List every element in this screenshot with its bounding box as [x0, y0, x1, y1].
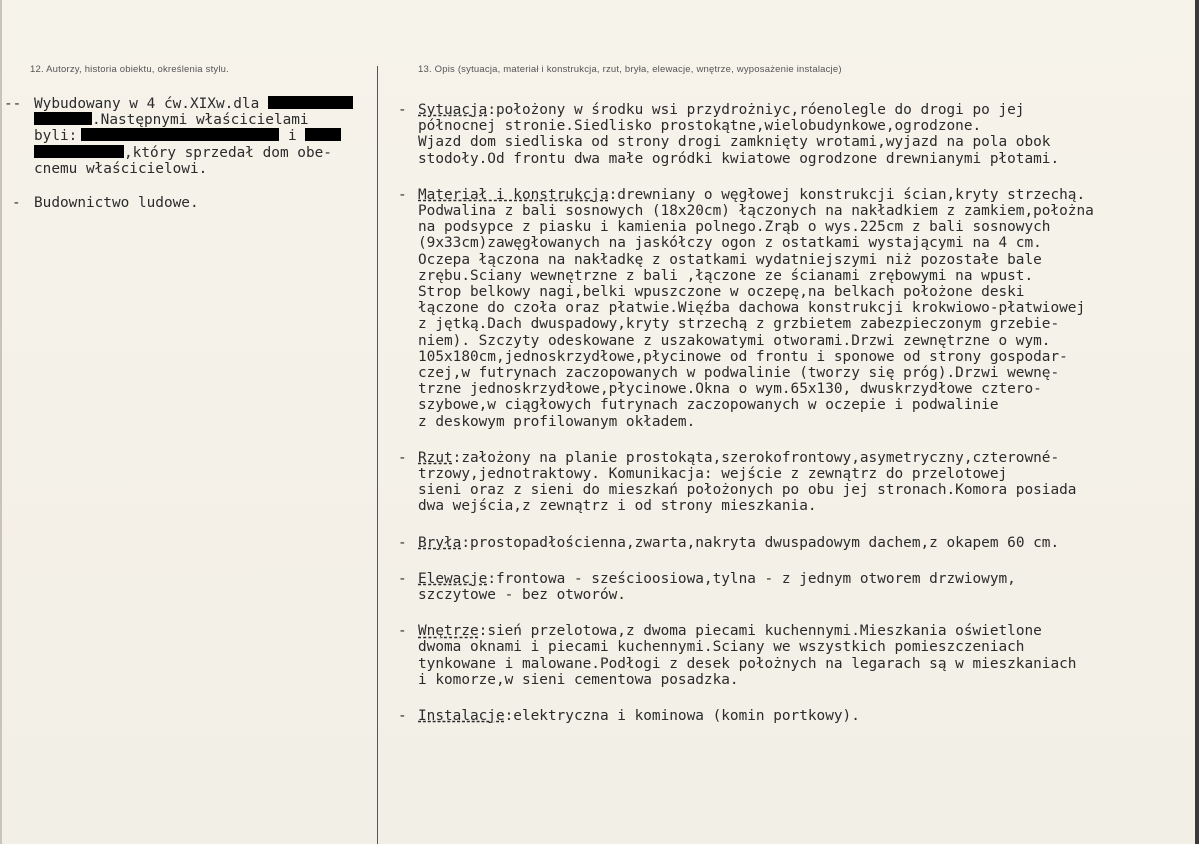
text-line: dwoma oknami i piecami kuchennymi.Sciany we wszystkich pomieszczeniach: [418, 639, 1025, 656]
text-line: [418, 450, 1178, 466]
section-rzut: [398, 450, 1178, 515]
history-entry: [4, 96, 374, 177]
section-heading: Instalacje: [418, 708, 505, 725]
text-fragment: :elektryczna i kominowa (komin portkowy).: [504, 708, 860, 725]
text-line: na podsypce z piasku i kamienia polnego.Zrąb o wys.225cm z bali sosnowych: [418, 219, 1051, 236]
text-line: [34, 112, 374, 128]
text-line: [418, 623, 1178, 639]
text-line: Strop belkowy nagi,belki wpuszczone w oczepę,na belkach położone deski: [418, 284, 1025, 301]
text-line: Wjazd dom siedliska od strony drogi zamknięty wrotami,wyjazd na pola obok: [418, 134, 1051, 151]
text-fragment: i: [288, 128, 297, 145]
description-column: [398, 102, 1178, 724]
page-edge-left: [0, 0, 2, 844]
text-line: 105x180cm,jednoskrzydłowe,płycinowe od frontu i sponowe od strony gospodar-: [418, 348, 1068, 365]
redaction-bar: [34, 112, 92, 125]
section-elewacje: [398, 571, 1178, 603]
section-heading: Materiał i konstrukcja: [418, 186, 609, 203]
text-line: trzne jednoskrzydłowe,płycinowe.Okna o wym.65x130, dwuskrzydłowe cztero-: [418, 381, 1042, 398]
section-12-header: 12. Autorzy, historia obiektu, określenia stylu.: [30, 64, 229, 75]
text-fragment: byli:: [34, 128, 78, 145]
page-edge-right: [1195, 0, 1199, 844]
text-line: stodoły.Od frontu dwa małe ogródki kwiatowe ogrodzone drewnianymi płotami.: [418, 150, 1060, 167]
text-fragment: :drewniany o węgłowej konstrukcji ścian,kryty strzechą.: [608, 186, 1086, 203]
text-line: szczytowe - bez otworów.: [418, 587, 626, 604]
section-heading: Wnętrze: [418, 623, 479, 640]
redaction-bar: [34, 145, 124, 158]
section-heading: Rzut: [418, 449, 453, 466]
text-line: i komorze,w sieni cementowa posadzka.: [418, 671, 739, 688]
dash-marker: -: [398, 102, 407, 118]
redaction-bar: [305, 128, 341, 141]
style-entry: [4, 195, 374, 211]
text-fragment: :założony na planie prostokąta,szerokofrontowy,asymetryczny,czterowné-: [452, 449, 1060, 466]
text-line: (9x33cm)zawęgłowanych na jaskółczy ogon z ostatkami wystającymi na 4 cm.: [418, 235, 1042, 252]
section-heading: Bryła: [418, 534, 462, 551]
text-line: czej,w futrynach zaczopowanych w podwalinie (tworzy się próg).Drzwi wewnę-: [418, 365, 1060, 382]
text-line: [418, 535, 1178, 551]
text-line: z jętką.Dach dwuspadowy,kryty strzechą z grzbietem zabezpieczonym grzebie-: [418, 316, 1060, 333]
section-heading: Elewacje: [418, 570, 488, 587]
dash-marker: -: [398, 570, 407, 587]
text-line: Budownictwo ludowe.: [34, 195, 199, 212]
text-line: zrębu.Sciany wewnętrzne z bali ,łączone ze ścianami zrębowymi na wpust.: [418, 267, 1034, 284]
redaction-bar: [268, 96, 353, 109]
text-fragment: :sień przelotowa,z dwoma piecami kuchennymi.Mieszkania oświetlone: [478, 623, 1042, 640]
text-line: północnej stronie.Siedlisko prostokątne,wielobudynkowe,ogrodzone.: [418, 118, 982, 135]
dash-marker: -: [398, 623, 407, 640]
text-line: [34, 128, 374, 144]
text-fragment: :frontowa - sześcioosiowa,tylna - z jednym otworem drzwiowym,: [487, 570, 1016, 587]
dash-marker: -: [398, 708, 407, 725]
text-line: łączone do czoła oraz płatwie.Więźba dachowa konstrukcji krokwiowo-płatwiowej: [418, 300, 1086, 317]
section-13-header: 13. Opis (sytuacja, materiał i konstrukcja, rzut, bryła, elewacje, wnętrze, wyposażenie instalacje): [418, 64, 842, 75]
text-line: Oczepa łączona na nakładkę z ostatkami wydatniejszymi niż pozostałe bale: [418, 251, 1042, 268]
text-line: sieni oraz z sieni do mieszkań położonych po obu jej stronach.Komora posiada: [418, 482, 1077, 499]
section-wnetrze: [398, 623, 1178, 688]
text-line: tynkowane i malowane.Podłogi z desek położnych na legarach są w mieszkaniach: [418, 655, 1077, 672]
authors-history-column: [4, 96, 374, 211]
text-line: [34, 96, 374, 112]
text-line: [418, 708, 1178, 724]
section-bryla: [398, 535, 1178, 551]
column-divider: [377, 66, 378, 844]
redaction-bar: [81, 128, 279, 141]
dash-marker: --: [4, 96, 22, 112]
text-line: [418, 102, 1178, 118]
text-line: trzowy,jednotraktowy. Komunikacja: wejście z zewnątrz do przelotowej: [418, 466, 1008, 483]
dash-marker: -: [398, 186, 407, 203]
text-line: cnemu właścicielowi.: [34, 160, 208, 177]
section-heading: Sytuacja: [418, 102, 488, 118]
text-line: niem). Szczyty odeskowane z uszakowatymi otworami.Drzwi zewnętrzne o wym.: [418, 332, 1051, 349]
text-line: z deskowym profilowanym okładem.: [418, 413, 696, 430]
dash-marker: -: [12, 195, 21, 212]
text-line: Podwalina z bali sosnowych (18x20cm) łączonych na nakładkiem z zamkiem,położna: [418, 203, 1094, 220]
text-line: dwa wejścia,z zewnątrz i od strony mieszkania.: [418, 498, 817, 515]
text-fragment: ,który sprzedał dom obe-: [124, 144, 332, 161]
text-line: [418, 571, 1178, 587]
text-line: [34, 145, 374, 161]
dash-marker: -: [398, 534, 407, 551]
text-fragment: Wybudowany w 4 ćw.XIXw.dla: [34, 96, 260, 112]
section-sytuacja: [398, 102, 1178, 167]
text-fragment: :położony w środku wsi przydrożniyc,róenolegle do drogi po jej: [487, 102, 1025, 118]
section-instalacje: [398, 708, 1178, 724]
text-fragment: :prostopadłościenna,zwarta,nakryta dwuspadowym dachem,z okapem 60 cm.: [461, 534, 1060, 551]
section-material-konstrukcja: [398, 187, 1178, 430]
text-fragment: .Następnymi właścicielami: [92, 112, 309, 129]
text-line: szybowe,w ciągłowych futrynach zaczopowanych w oczepie i podwalinie: [418, 397, 999, 414]
text-line: [418, 187, 1178, 203]
dash-marker: -: [398, 449, 407, 466]
